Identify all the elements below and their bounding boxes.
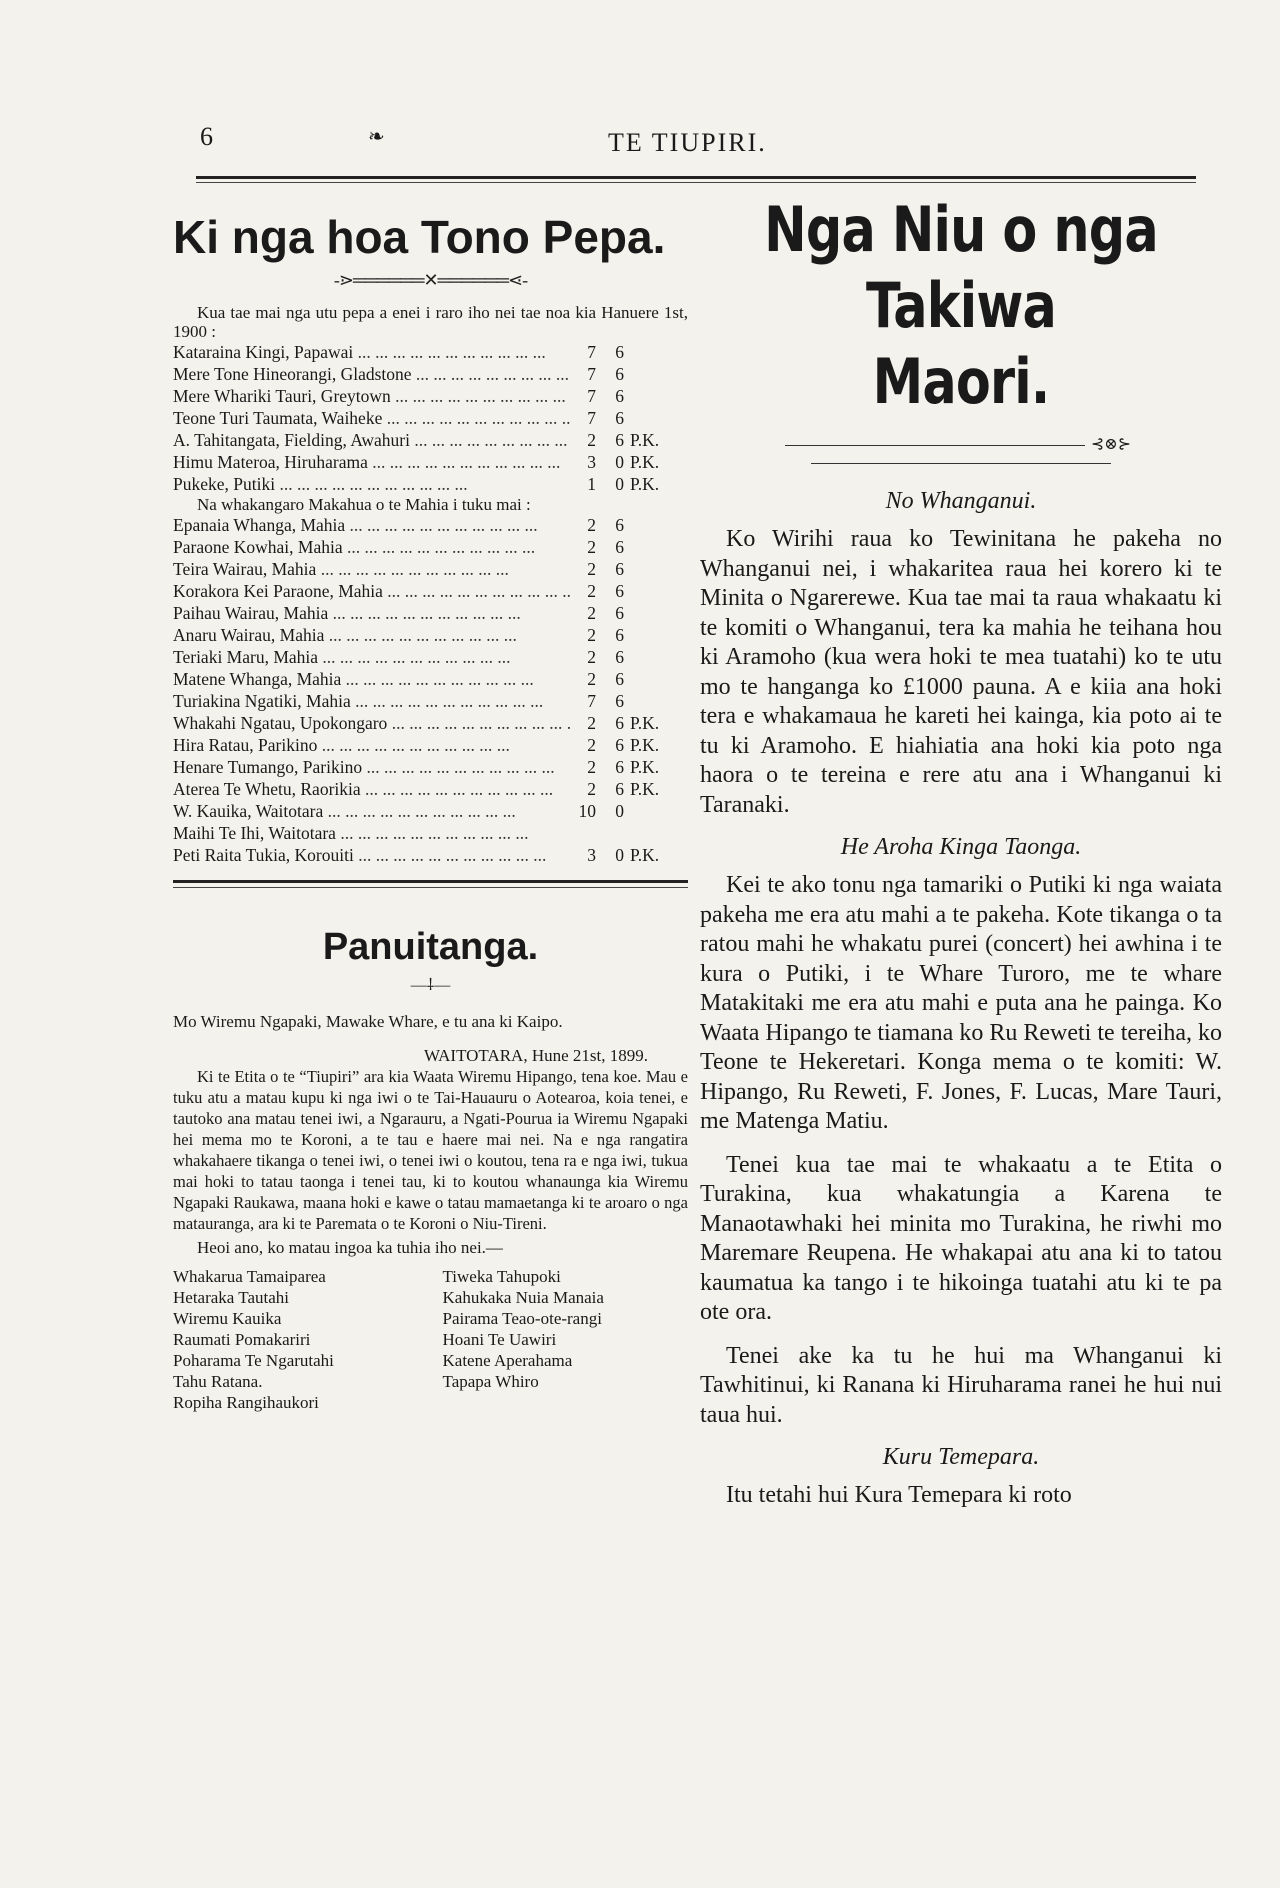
subscriber-name: Teriaki Maru, Mahia ... . <box>173 646 570 668</box>
subscriber-name: Anaru Wairau, Mahia ... . <box>173 624 570 646</box>
subscription-row <box>173 690 688 712</box>
signatory-name: Hetaraka Tautahi <box>173 1288 290 1307</box>
payment-note <box>624 363 688 385</box>
payment-note: P.K. <box>624 473 688 495</box>
subscription-row <box>173 514 688 536</box>
amount-pounds: 2 <box>570 624 596 646</box>
subscriber-name: Paihau Wairau, Mahia ... . <box>173 602 570 624</box>
amount-pounds <box>570 822 596 844</box>
amount-shillings: 6 <box>596 778 624 800</box>
subscription-row <box>173 473 688 495</box>
payment-note: P.K. <box>624 712 688 734</box>
subscription-row <box>173 536 688 558</box>
amount-pounds: 3 <box>570 451 596 473</box>
signatory-name: Pairama Teao-ote-rangi <box>442 1309 602 1328</box>
subscriber-name: Pukeke, Putiki ... . <box>173 473 570 495</box>
payment-note: P.K. <box>624 734 688 756</box>
amount-shillings: 6 <box>596 668 624 690</box>
dagger-ornament-icon: —⸸— <box>410 977 451 994</box>
notice-body: Ki te Etita o te “Tiupiri” ara kia Waata Wiremu Hipango, tena koe. Mau e tuku atu a matau kupu ki nga iwi o te Tai-Hauauru o Aotearoa, koia tenei, e tautoko ana matau tenei iwi, a Ngarauru, a Ngati-Pourua ia Wiremu Ngapaki hei mema mo te Koroni, a te tau e haere mai nei. Na e nga rangatira whakahaere tikanga o tenei iwi, o tenei iwi o koutou, tena ra e nga iwi, tukua mai hoki to tatau taonga i tenei tau, ki to koutou whanaunga kia Wiremu Ngapaki Raukawa, maana hoki e kawe o tatau mamaetanga ki te aroaro o nga matauranga, ara ki te Paremata o te Koroni o Niu-Tireni. <box>173 1067 688 1233</box>
signatory-name: Katene Aperahama <box>442 1351 573 1370</box>
header-rule-thin <box>196 182 1196 183</box>
page-header <box>198 122 1198 162</box>
payment-note <box>624 800 688 822</box>
payment-note <box>624 822 688 844</box>
signatory-name: Poharama Te Ngarutahi <box>173 1351 334 1370</box>
signatory-name: Whakarua Tamaiparea <box>173 1267 326 1286</box>
amount-shillings: 6 <box>596 756 624 778</box>
subscription-row <box>173 429 688 451</box>
subscription-row <box>173 451 688 473</box>
subscriber-name: Mere Whariki Tauri, Greytown ... . <box>173 385 570 407</box>
signatory-name: Tahu Ratana. <box>173 1372 263 1391</box>
section-heading-kuru: Kuru Temepara. <box>882 1444 1040 1470</box>
header-rule <box>196 176 1196 179</box>
article-paragraph: Tenei kua tae mai te whakaatu a te Etita o Turakina, kua whakatungia a Karena te Manaotawhaki hei minita mo Turakina, he riwhi mo Maremare Reupena. He whakapai atu ana ki to tatou kaumatua ka tango i te hikoinga tuatahi atu ki te pa ote ora. <box>700 1151 1222 1325</box>
amount-pounds: 2 <box>570 712 596 734</box>
subscription-row <box>173 668 688 690</box>
news-heading-line2: Maori. <box>872 345 1050 418</box>
amount-pounds: 2 <box>570 602 596 624</box>
signatory-name: Kahukaka Nuia Manaia <box>442 1288 604 1307</box>
amount-shillings: 6 <box>596 624 624 646</box>
subscriber-name: Kataraina Kingi, Papawai ... . <box>173 341 570 363</box>
subscriber-name: Korakora Kei Paraone, Mahia ... . <box>173 580 570 602</box>
subscription-row <box>173 407 688 429</box>
subscription-row <box>173 778 688 800</box>
journal-title: TE TIUPIRI. <box>608 128 767 157</box>
payment-note <box>624 407 688 429</box>
subscription-row <box>173 363 688 385</box>
section-heading-aroha: He Aroha Kinga Taonga. <box>840 834 1082 860</box>
payment-note <box>624 341 688 363</box>
subscriber-name: Henare Tumango, Parikino ... . <box>173 756 570 778</box>
amount-shillings: 6 <box>596 514 624 536</box>
subscriber-name: Paraone Kowhai, Mahia ... . <box>173 536 570 558</box>
notice-heading: Panuitanga. <box>322 926 539 968</box>
divider-line <box>811 463 1111 464</box>
subscription-row <box>173 602 688 624</box>
payment-note <box>624 624 688 646</box>
payment-note: P.K. <box>624 844 688 866</box>
subscription-row <box>173 558 688 580</box>
payment-note: P.K. <box>624 778 688 800</box>
signatory-name: Tiweka Tahupoki <box>442 1267 561 1286</box>
payment-note <box>624 668 688 690</box>
article-paragraph: Kei te ako tonu nga tamariki o Putiki ki nga waiata pakeha me era atu mahi a te pakeha. Kote tikanga o ta ratou mahi he whakatu purei (concert) hei awhina i te kura o Putiki, i te Whare Turoro, me te whare Matakitaki me era atu mahi e puta ana he painga. Ko Waata Hipango te tiamana ko Ru Reweti te tereiha, ko Teone te Hekeretari. Konga mema o te komiti: W. Hipango, Ru Reweti, F. Jones, F. Lucas, Mare Tauri, me Matenga Matiu. <box>700 872 1222 1134</box>
subscriber-name: Aterea Te Whetu, Raorikia ... . <box>173 778 570 800</box>
amount-shillings: 6 <box>596 690 624 712</box>
signatories <box>173 1266 688 1413</box>
amount-shillings: 6 <box>596 385 624 407</box>
subscriber-name: Matene Whanga, Mahia ... . <box>173 668 570 690</box>
subscriber-name: A. Tahitangata, Fielding, Awahuri ... . <box>173 429 570 451</box>
payment-note <box>624 690 688 712</box>
amount-pounds: 2 <box>570 580 596 602</box>
news-heading-line1: Nga Niu o nga Takiwa <box>764 193 1158 342</box>
left-column <box>173 200 688 1413</box>
amount-shillings: 6 <box>596 341 624 363</box>
notice-addressee: Mo Wiremu Ngapaki, Mawake Whare, e tu ana ki Kaipo. <box>173 1012 563 1031</box>
divider <box>700 434 1222 472</box>
payment-note: P.K. <box>624 451 688 473</box>
payment-note <box>624 580 688 602</box>
signatories-left <box>173 1266 419 1413</box>
subscribers-subintro: Na whakangaro Makahua o te Mahia i tuku mai : <box>197 495 531 514</box>
amount-shillings: 0 <box>596 800 624 822</box>
amount-pounds: 2 <box>570 734 596 756</box>
subscription-row <box>173 800 688 822</box>
divider-ornament-icon: -⋗══════✕══════⋖- <box>333 270 528 290</box>
amount-pounds: 10 <box>570 800 596 822</box>
amount-pounds: 2 <box>570 756 596 778</box>
signatory-name: Hoani Te Uawiri <box>442 1330 557 1349</box>
payment-note <box>624 602 688 624</box>
subscriber-name: Himu Materoa, Hiruharama ... . <box>173 451 570 473</box>
amount-shillings: 6 <box>596 734 624 756</box>
subscriber-name: Whakahi Ngatau, Upokongaro ... . <box>173 712 570 734</box>
subscriber-name: Hira Ratau, Parikino ... . <box>173 734 570 756</box>
amount-pounds: 2 <box>570 429 596 451</box>
amount-shillings: 0 <box>596 473 624 495</box>
amount-pounds: 2 <box>570 668 596 690</box>
amount-shillings: 6 <box>596 407 624 429</box>
amount-shillings: 6 <box>596 580 624 602</box>
amount-pounds: 7 <box>570 341 596 363</box>
subscription-list-a <box>173 341 688 495</box>
signatory-name: Ropiha Rangihaukori <box>173 1393 319 1412</box>
subscribers-intro: Kua tae mai nga utu pepa a enei i raro iho nei tae noa kia Hanuere 1st, 1900 : <box>173 303 688 341</box>
section-rule-thin <box>173 887 688 888</box>
subscriber-name: Mere Tone Hineorangi, Gladstone ... . <box>173 363 570 385</box>
knot-ornament-icon: ⊰⊗⊱ <box>1090 436 1132 453</box>
article-paragraph: Tenei ake ka tu he hui ma Whanganui ki Tawhitinui, ki Ranana ki Hiruharama ranei he hui nui taua hui. <box>700 1342 1222 1428</box>
payment-note: P.K. <box>624 429 688 451</box>
amount-pounds: 1 <box>570 473 596 495</box>
amount-pounds: 7 <box>570 690 596 712</box>
payment-note <box>624 536 688 558</box>
amount-shillings: 6 <box>596 646 624 668</box>
subscription-row <box>173 646 688 668</box>
subscription-row <box>173 756 688 778</box>
amount-shillings: 0 <box>596 451 624 473</box>
subscription-row <box>173 734 688 756</box>
article-paragraph: Itu tetahi hui Kura Temepara ki roto <box>726 1482 1072 1508</box>
amount-pounds: 2 <box>570 558 596 580</box>
amount-pounds: 3 <box>570 844 596 866</box>
payment-note <box>624 385 688 407</box>
signatory-name: Wiremu Kauika <box>173 1309 282 1328</box>
signatory-name: Raumati Pomakariri <box>173 1330 311 1349</box>
right-column <box>700 193 1222 1525</box>
section-rule <box>173 880 688 883</box>
amount-pounds: 7 <box>570 407 596 429</box>
page-number: 6 <box>200 122 213 151</box>
amount-shillings: 6 <box>596 558 624 580</box>
amount-shillings: 6 <box>596 429 624 451</box>
subscription-row <box>173 822 688 844</box>
subscription-list-b <box>173 514 688 866</box>
subscriber-name: Peti Raita Tukia, Korouiti ... . <box>173 844 570 866</box>
article-paragraph: Ko Wirihi raua ko Tewinitana he pakeha no Whanganui nei, i whakaritea raua hei korero ki te Minita o Ngarerewe. Kua tae mai ta raua whakaatu ki te komiti o Whanganui, tera ka mahia he teihana hou ki Aramoho (kua wera hoki te mea tuatahi) ko te utu mo te hanganga ko £1000 pauna. A e kiia ana hoki tera e whakamaua he kareti hei kainga, kia poto ai te tu ki Aramoho. E hiahiatia ana hoki kia poto nga haora o te tereina e rere atu ana i Whanganui ki Taranaki. <box>700 526 1222 818</box>
subscriber-name: Teone Turi Taumata, Waiheke ... . <box>173 407 570 429</box>
subscription-row <box>173 385 688 407</box>
amount-pounds: 2 <box>570 536 596 558</box>
subscriber-name: Epanaia Whanga, Mahia ... . <box>173 514 570 536</box>
subscription-row <box>173 580 688 602</box>
amount-pounds: 7 <box>570 385 596 407</box>
subscribers-heading: Ki nga hoa Tono Pepa. <box>173 211 666 263</box>
amount-shillings <box>596 822 624 844</box>
subscriber-name: W. Kauika, Waitotara ... . <box>173 800 570 822</box>
subscriber-name: Turiakina Ngatiki, Mahia ... . <box>173 690 570 712</box>
amount-shillings: 6 <box>596 536 624 558</box>
signatories-right <box>419 1266 689 1413</box>
amount-shillings: 0 <box>596 844 624 866</box>
signatory-name: Tapapa Whiro <box>442 1372 539 1391</box>
news-heading <box>747 192 1175 420</box>
subscriber-name: Maihi Te Ihi, Waitotara ... . <box>173 822 570 844</box>
subscription-row <box>173 624 688 646</box>
payment-note <box>624 646 688 668</box>
subscription-row <box>173 712 688 734</box>
subscription-row <box>173 341 688 363</box>
notice-closing: Heoi ano, ko matau ingoa ka tuhia iho nei.— <box>197 1238 503 1257</box>
amount-shillings: 6 <box>596 363 624 385</box>
section-heading-whanganui: No Whanganui. <box>885 488 1037 514</box>
amount-pounds: 2 <box>570 778 596 800</box>
amount-pounds: 7 <box>570 363 596 385</box>
amount-pounds: 2 <box>570 514 596 536</box>
subscriber-name: Teira Wairau, Mahia ... . <box>173 558 570 580</box>
divider-line <box>785 445 1085 446</box>
amount-shillings: 6 <box>596 712 624 734</box>
payment-note <box>624 558 688 580</box>
payment-note <box>624 514 688 536</box>
amount-shillings: 6 <box>596 602 624 624</box>
amount-pounds: 2 <box>570 646 596 668</box>
notice-dateline: WAITOTARA, Hune 21st, 1899. <box>423 1046 648 1065</box>
fleuron-icon: ❧ <box>368 126 385 148</box>
subscription-row <box>173 844 688 866</box>
payment-note: P.K. <box>624 756 688 778</box>
